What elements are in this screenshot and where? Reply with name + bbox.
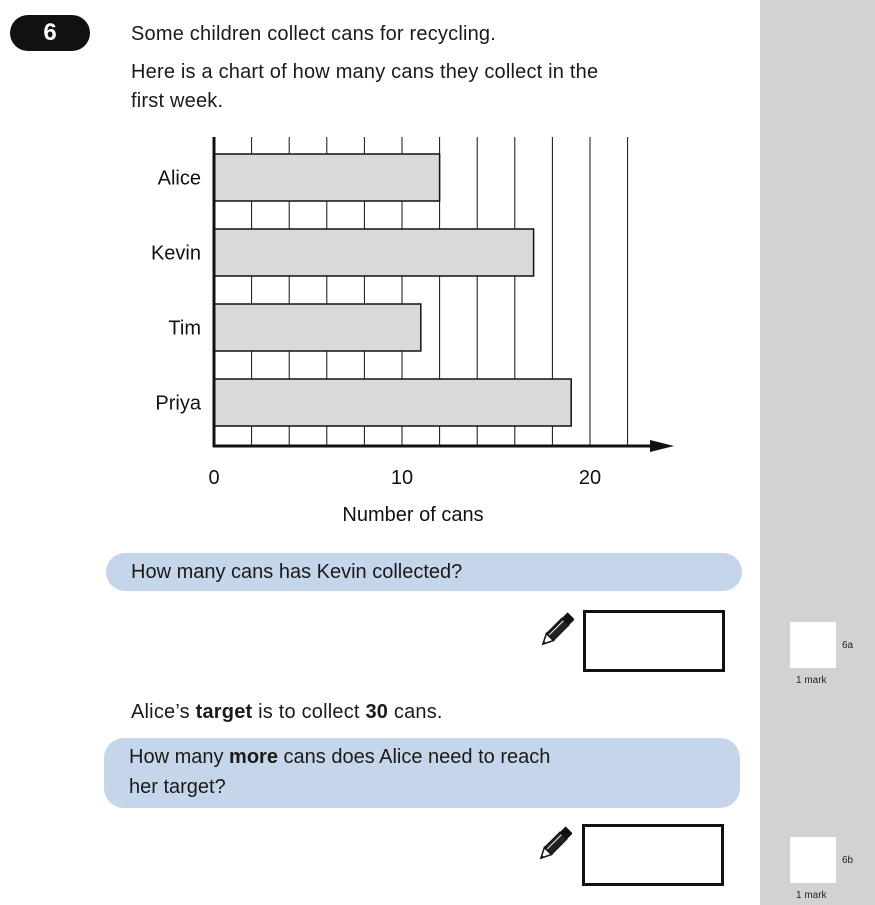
part-a-prompt: How many cans has Kevin collected? bbox=[131, 561, 463, 583]
x-tick-label: 20 bbox=[578, 467, 602, 489]
part-b-mark-id: 6b bbox=[842, 855, 854, 866]
bar-tim bbox=[214, 304, 421, 351]
category-label: Alice bbox=[157, 167, 201, 190]
category-label: Priya bbox=[155, 392, 201, 415]
intro-line-1: Some children collect cans for recycling. bbox=[131, 23, 497, 45]
pencil-icon bbox=[540, 612, 574, 648]
part-b-question-banner bbox=[104, 738, 740, 808]
part-a-mark-label: 1 mark bbox=[796, 675, 827, 686]
part-b-mark-box bbox=[790, 837, 836, 883]
chart-bars bbox=[214, 154, 571, 426]
part-a-mark-id: 6a bbox=[842, 640, 854, 651]
bar-alice bbox=[214, 154, 440, 201]
x-axis-arrow bbox=[650, 440, 674, 452]
part-b-prompt-line-1: How many more cans does Alice need to reach bbox=[129, 746, 551, 768]
bar-kevin bbox=[214, 229, 534, 276]
intro-line-2: Here is a chart of how many cans they collect in the bbox=[131, 61, 599, 83]
question-number: 6 bbox=[10, 15, 90, 51]
x-tick-label: 0 bbox=[208, 467, 220, 489]
part-a-question-banner bbox=[106, 553, 742, 591]
x-axis-title: Number of cans bbox=[342, 504, 484, 526]
part-a-mark-box bbox=[790, 622, 836, 668]
part-b-prompt-line-2: her target? bbox=[129, 776, 226, 798]
part-b-answer-box[interactable] bbox=[582, 824, 724, 886]
category-label: Kevin bbox=[150, 242, 201, 265]
part-b-mark-label: 1 mark bbox=[796, 890, 827, 901]
intro-line-3: first week. bbox=[131, 90, 224, 112]
part-b-statement: Alice’s target is to collect 30 cans. bbox=[131, 701, 443, 723]
category-label: Tim bbox=[168, 317, 201, 340]
part-a-answer-box[interactable] bbox=[583, 610, 725, 672]
pencil-icon bbox=[538, 826, 572, 862]
bar-priya bbox=[214, 379, 571, 426]
x-tick-label: 10 bbox=[390, 467, 414, 489]
